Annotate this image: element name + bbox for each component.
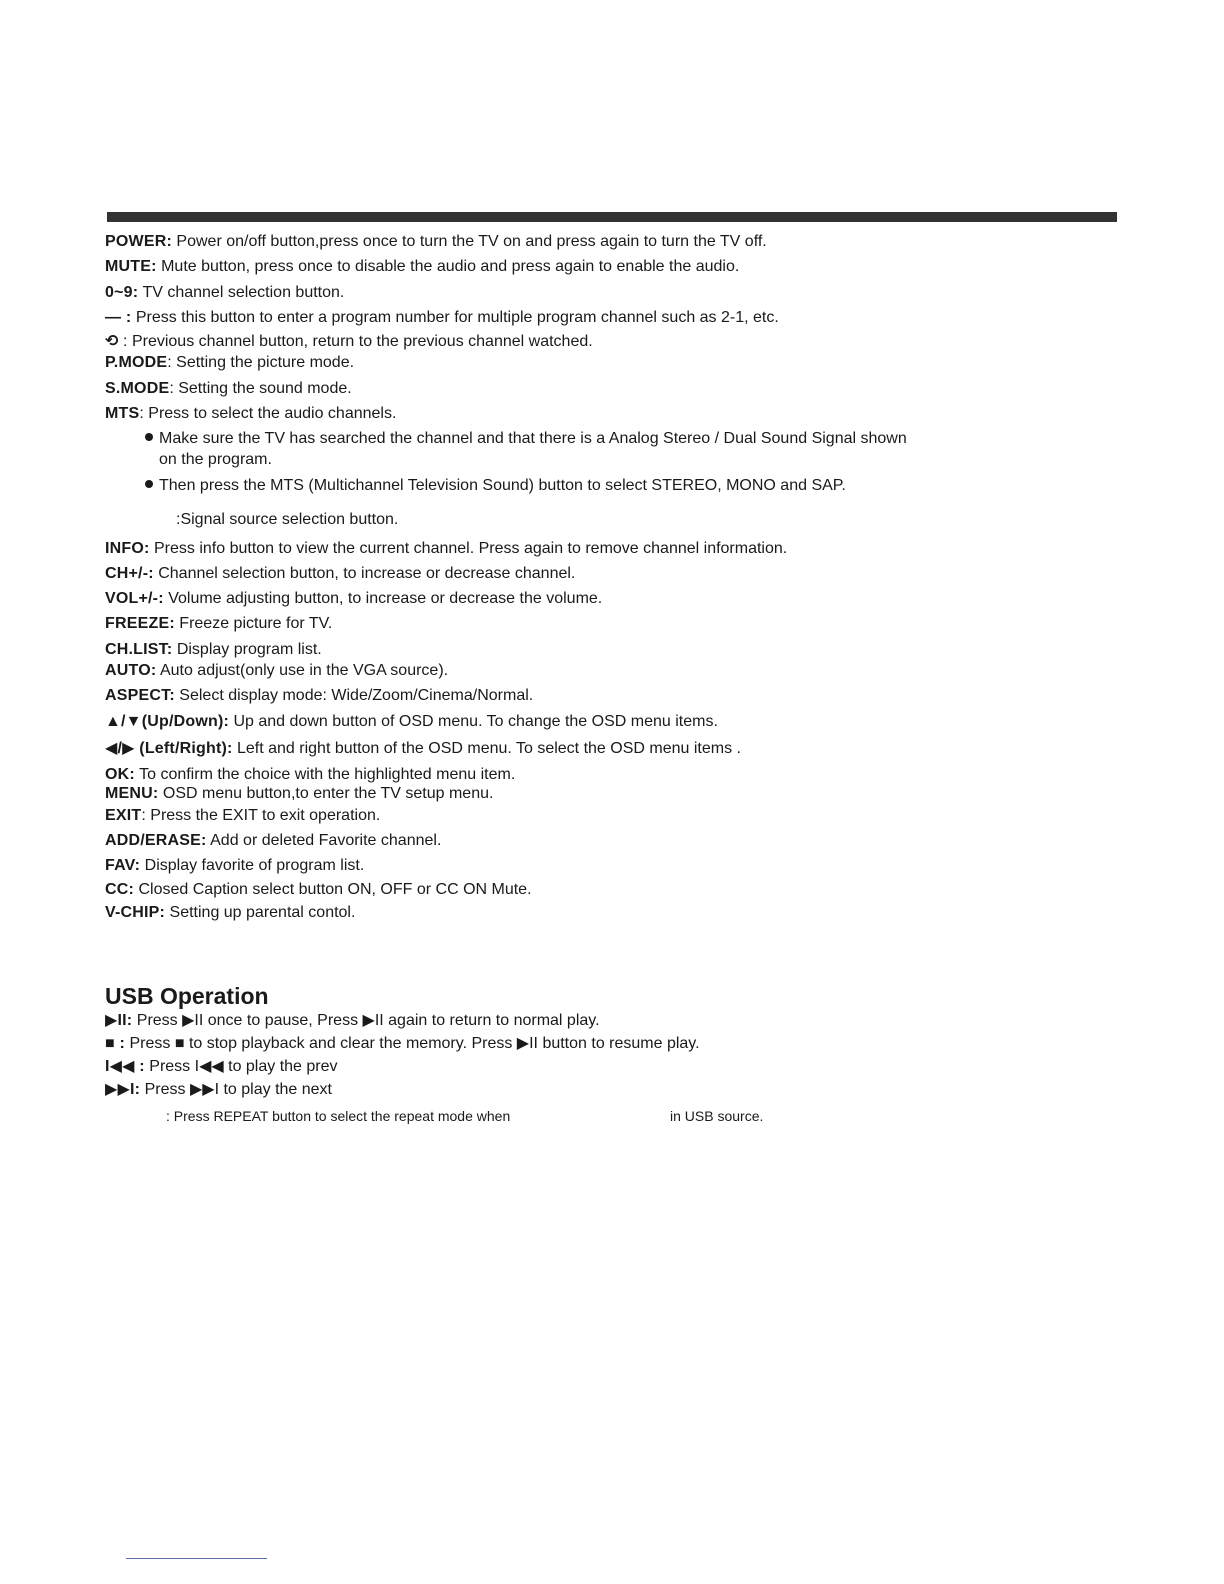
mts-bullet-1: Make sure the TV has searched the channel and that there is a Analog Stereo / Dual Sound Signal shown bbox=[145, 429, 907, 449]
key-mts: MTS: Press to select the audio channels. bbox=[105, 405, 397, 422]
recall-icon: ⟲ bbox=[105, 333, 119, 350]
key-menu: MENU: OSD menu button,to enter the TV setup menu. bbox=[105, 785, 494, 802]
key-auto: AUTO: Auto adjust(only use in the VGA source). bbox=[105, 662, 449, 679]
bullet-icon bbox=[145, 433, 153, 441]
mts-bullet-2: Then press the MTS (Multichannel Television Sound) button to select STEREO, MONO and SAP. bbox=[145, 476, 846, 496]
key-digits: 0~9: TV channel selection button. bbox=[105, 284, 345, 301]
key-exit: EXIT: Press the EXIT to exit operation. bbox=[105, 807, 381, 824]
mts-bullet-1-cont: on the program. bbox=[159, 451, 272, 468]
usb-heading: USB Operation bbox=[105, 983, 269, 1009]
key-aspect: ASPECT: Select display mode: Wide/Zoom/Cinema/Normal. bbox=[105, 687, 534, 704]
key-cc: CC: Closed Caption select button ON, OFF or CC ON Mute. bbox=[105, 881, 532, 898]
key-fav: FAV: Display favorite of program list. bbox=[105, 857, 365, 874]
key-power: POWER: Power on/off button,press once to turn the TV on and press again to turn the TV off. bbox=[105, 233, 767, 250]
prev-icon: I◀◀ : bbox=[105, 1058, 145, 1075]
key-mute: MUTE: Mute button, press once to disable the audio and press again to enable the audio. bbox=[105, 258, 740, 275]
key-freeze: FREEZE: Freeze picture for TV. bbox=[105, 615, 333, 632]
key-info: INFO: Press info button to view the current channel. Press again to remove channel information. bbox=[105, 540, 788, 557]
usb-play-pause: ▶II: Press ▶II once to pause, Press ▶II again to return to normal play. bbox=[105, 1012, 600, 1029]
key-source: :Signal source selection button. bbox=[176, 511, 399, 528]
key-ch: CH+/-: Channel selection button, to increase or decrease channel. bbox=[105, 565, 576, 582]
play-pause-icon: ▶II: bbox=[105, 1012, 133, 1029]
usb-repeat-b: in USB source. bbox=[670, 1108, 764, 1124]
top-rule bbox=[107, 212, 1117, 222]
footer-rule bbox=[126, 1558, 267, 1559]
key-updown: ▲/▼(Up/Down): Up and down button of OSD menu. To change the OSD menu items. bbox=[105, 713, 718, 730]
key-dash: — : Press this button to enter a program number for multiple program channel such as 2-1, etc. bbox=[105, 309, 779, 326]
key-vchip: V-CHIP: Setting up parental contol. bbox=[105, 904, 356, 921]
key-ok: OK: To confirm the choice with the highlighted menu item. bbox=[105, 766, 516, 783]
usb-prev: I◀◀ : Press I◀◀ to play the prev bbox=[105, 1058, 338, 1075]
usb-next: ▶▶I: Press ▶▶I to play the next bbox=[105, 1081, 332, 1098]
key-leftright: ◀/▶ (Left/Right): Left and right button of the OSD menu. To select the OSD menu items . bbox=[105, 740, 741, 757]
usb-repeat-a: : Press REPEAT button to select the repeat mode when bbox=[166, 1108, 511, 1124]
bullet-icon bbox=[145, 480, 153, 488]
stop-icon: ■ : bbox=[105, 1035, 126, 1052]
key-smode: S.MODE: Setting the sound mode. bbox=[105, 380, 352, 397]
key-vol: VOL+/-: Volume adjusting button, to increase or decrease the volume. bbox=[105, 590, 603, 607]
key-adderase: ADD/ERASE: Add or deleted Favorite channel. bbox=[105, 832, 442, 849]
next-icon: ▶▶I: bbox=[105, 1081, 141, 1098]
key-chlist: CH.LIST: Display program list. bbox=[105, 641, 322, 658]
usb-stop: ■ : Press ■ to stop playback and clear the memory. Press ▶II button to resume play. bbox=[105, 1035, 700, 1052]
key-pmode: P.MODE: Setting the picture mode. bbox=[105, 354, 355, 371]
key-recall: ⟲ : Previous channel button, return to the previous channel watched. bbox=[105, 333, 593, 350]
